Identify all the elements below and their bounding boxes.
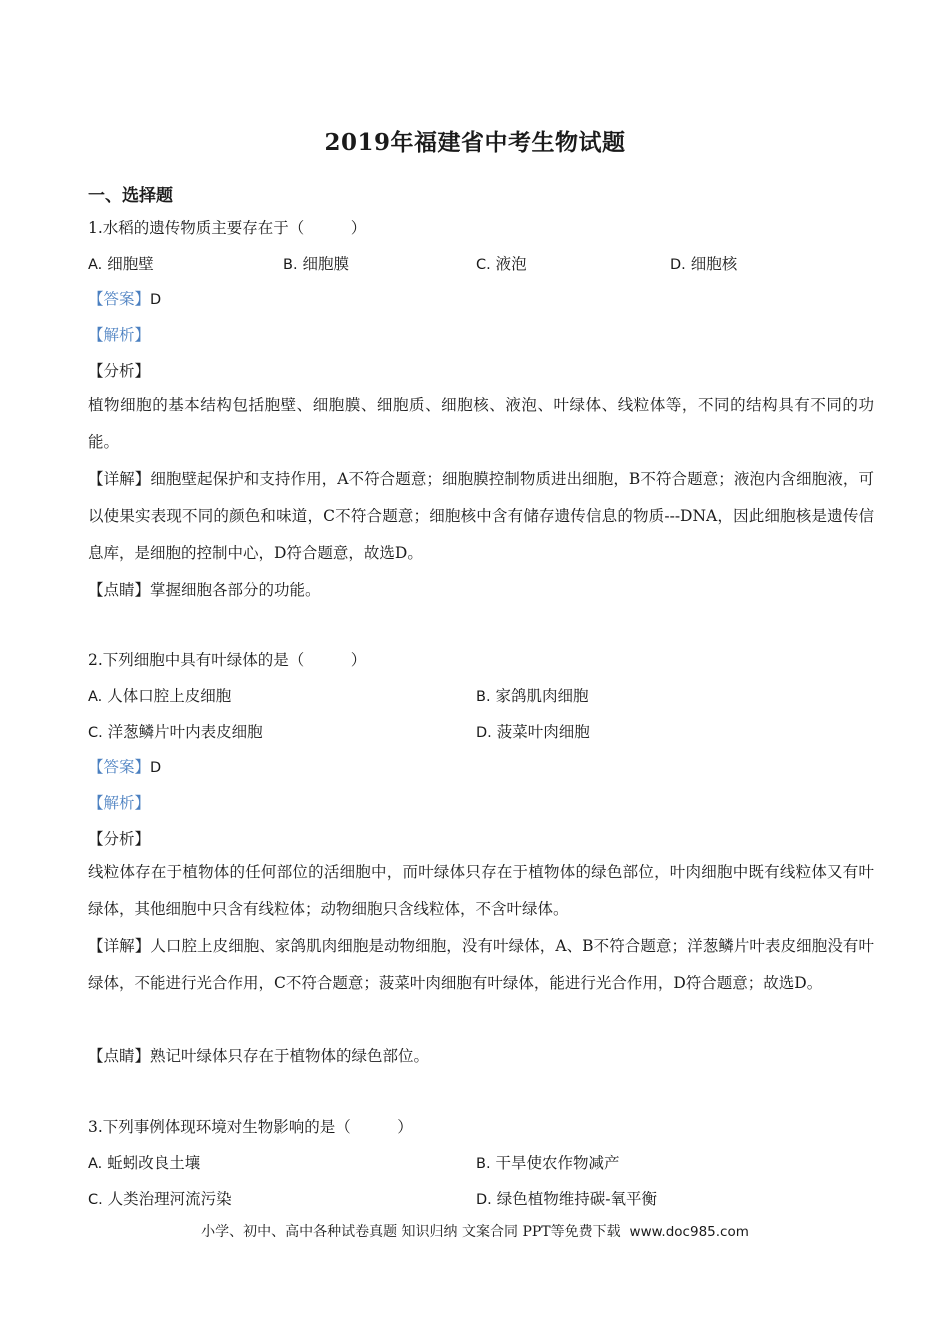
page-footer [0,1221,950,1241]
question-1-option-a: A. 细胞壁 [88,255,154,273]
section-heading: 一、选择题 [88,186,173,206]
question-1-analysis-text: 植物细胞的基本结构包括胞壁、细胞膜、细胞质、细胞核、液泡、叶绿体、线粒体等，不同的结构具有不同的功能。 [88,396,874,451]
question-1-detail: 【详解】细胞壁起保护和支持作用，A不符合题意；细胞膜控制物质进出细胞，B不符合题意；液泡内含细胞液，可以使果实表现不同的颜色和味道，C不符合题意；细胞核中含有储存遗传信息的物质---DNA，因此细胞核是遗传信息库，是细胞的控制中心，D符合题意，故选D。 [88,470,874,562]
question-1-point: 【点睛】掌握细胞各部分的功能。 [88,581,321,599]
question-1-option-b: B. 细胞膜 [283,255,349,273]
question-3-option-d: D. 绿色植物维持碳-氧平衡 [476,1190,657,1208]
question-3-option-c: C. 人类治理河流污染 [88,1190,232,1208]
question-2-analysis-text: 线粒体存在于植物体的任何部位的活细胞中，而叶绿体只存在于植物体的绿色部位，叶肉细胞中既有线粒体又有叶绿体，其他细胞中只含有线粒体；动物细胞只含线粒体，不含叶绿体。 [88,863,874,918]
question-2-option-b: B. 家鸽肌肉细胞 [476,687,589,705]
question-2-detail: 【详解】人口腔上皮细胞、家鸽肌肉细胞是动物细胞，没有叶绿体，A、B不符合题意；洋葱鳞片叶表皮细胞没有叶绿体，不能进行光合作用，C不符合题意；菠菜叶肉细胞有叶绿体，能进行光合作用，D符合题意；故选D。 [88,937,874,992]
question-2-point: 【点睛】熟记叶绿体只存在于植物体的绿色部位。 [88,1047,430,1065]
question-1-option-d: D. 细胞核 [670,255,738,273]
question-2-option-c: C. 洋葱鳞片叶内表皮细胞 [88,723,263,741]
question-2-answer: 【答案】D [88,758,162,776]
question-1-option-c: C. 液泡 [476,255,527,273]
question-2-analysis-head: 【解析】 [88,794,151,812]
question-3-option-a: A. 蚯蚓改良土壤 [88,1154,201,1172]
footer-text: 小学、初中、高中各种试卷真题 知识归纳 文案合同 PPT等免费下载 [201,1224,621,1240]
question-3-option-b: B. 干旱使农作物减产 [476,1154,620,1172]
question-1-answer: 【答案】D [88,290,162,308]
question-1-analysis-head: 【解析】 [88,326,151,344]
question-2-stem: 2.下列细胞中具有叶绿体的是（ ） [88,651,367,669]
question-2-option-a: A. 人体口腔上皮细胞 [88,687,232,705]
question-2-option-d: D. 菠菜叶肉细胞 [476,723,590,741]
question-1-analysis-label: 【分析】 [88,362,151,380]
document-title: 2019年福建省中考生物试题 [324,129,626,156]
question-1-stem: 1.水稻的遗传物质主要存在于（ ） [88,219,367,237]
question-2-analysis-label: 【分析】 [88,830,151,848]
question-3-stem: 3.下列事例体现环境对生物影响的是（ ） [88,1118,413,1136]
footer-link[interactable]: www.doc985.com [629,1224,749,1240]
